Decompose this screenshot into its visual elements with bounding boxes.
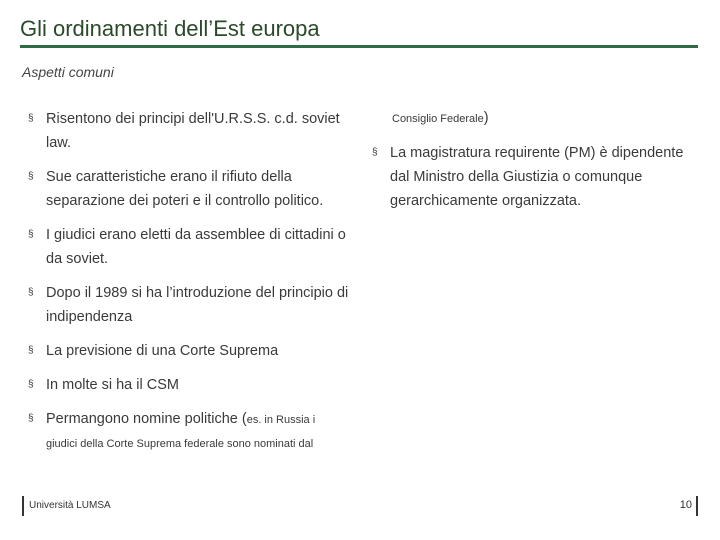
footer-left-bar [22,496,24,516]
continuation-paren: ) [483,110,489,126]
bullet-marker: § [28,113,34,124]
bullet-text: Permangono nomine politiche ( [46,411,247,427]
bullet-text: La previsione di una Corte Suprema [46,343,279,359]
bullet-marker: § [28,171,34,182]
bullet-item [372,141,702,213]
bullet-item [28,107,358,155]
right-column [372,108,702,213]
bullet-text: La magistratura requirente (PM) è dipendente dal Ministro della Giustizia o comunque gerarchicamente organizzata. [390,145,684,209]
bullet-item [28,165,358,213]
bullet-marker: § [28,345,34,356]
bullet-marker: § [28,287,34,298]
left-column [28,107,358,454]
bullet-text: Sue caratteristiche erano il rifiuto della separazione dei poteri e il controllo politico. [46,169,324,209]
continuation-text: Consiglio Federale [392,113,484,125]
title-divider [20,45,698,48]
bullet-item [28,373,358,397]
bullet-marker: § [28,379,34,390]
bullet-item [28,339,358,363]
footer-right-bar [696,496,698,516]
page-number: 10 [679,499,692,511]
footer-institution: Università LUMSA [29,500,111,511]
bullet-item [28,223,358,271]
bullet-item [28,281,358,329]
bullet-item [28,407,358,432]
bullet-text: In molte si ha il CSM [46,377,179,393]
bullet-text: Dopo il 1989 si ha l’introduzione del principio di indipendenza [46,285,349,325]
bullet-text: I giudici erano eletti da assemblee di cittadini o da soviet. [46,227,346,267]
bullet-marker: § [28,229,34,240]
slide-subtitle: Aspetti comuni [22,64,114,80]
bullet-marker: § [28,413,34,424]
slide-title: Gli ordinamenti dell’Est europa [20,16,320,41]
bullet-text-small: es. in Russia i [246,414,316,426]
bullet-continuation: giudici della Corte Suprema federale sono nominati dal [46,438,314,450]
right-column-continuation [372,108,702,129]
bullet-text: Risentono dei principi dell'U.R.S.S. c.d. soviet law. [46,111,340,151]
bullet-marker: § [372,147,378,158]
